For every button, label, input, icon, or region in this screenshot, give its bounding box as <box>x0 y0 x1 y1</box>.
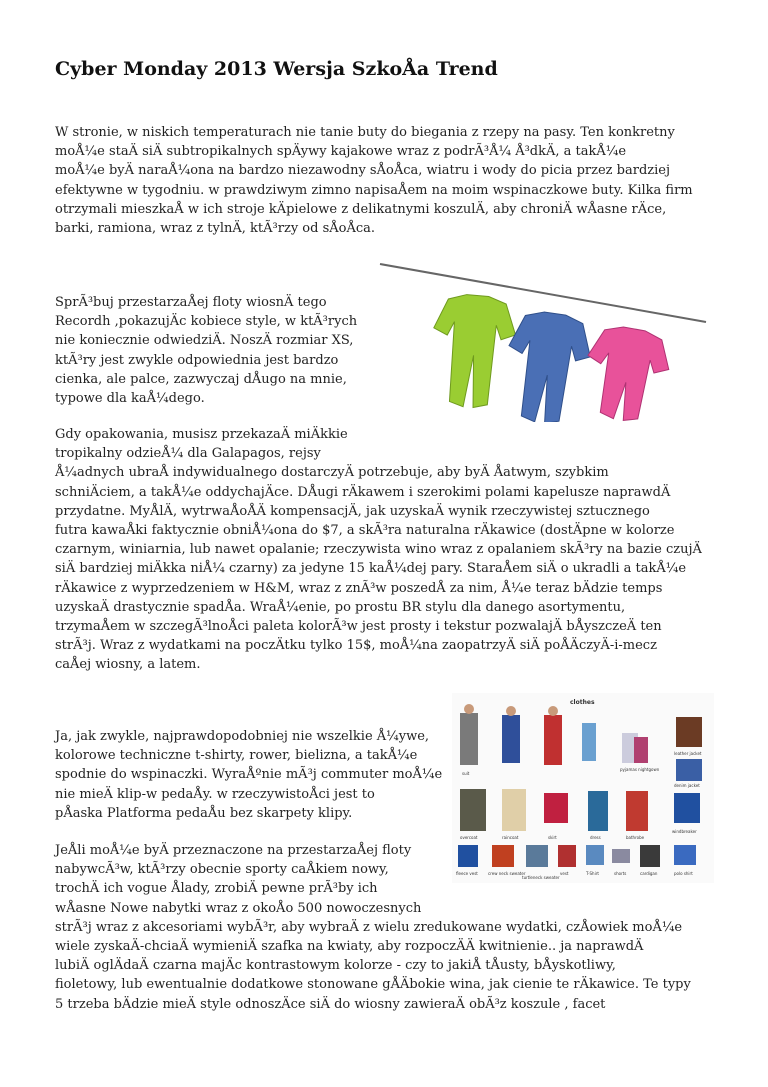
text-line: caÅej wiosny, a latem. <box>55 657 201 673</box>
text-line: uzyskaÄ drastycznie spadÅa. WraÅ¼enie, po prostu BR stylu dla danego asortymentu, <box>55 599 626 615</box>
pink-onesie <box>578 322 675 422</box>
label-denim-jacket: denim jacket <box>674 783 700 788</box>
text-line: nabywcÃ³w, ktÃ³rzy obecnie sporty caÅkiem nowy, <box>55 862 389 878</box>
text-line: barki, ramiona, wraz z tylnÄ, ktÃ³rzy od sÅoÅca. <box>55 221 376 237</box>
text-line: trochÄ ich vogue Ålady, zrobiÄ pewne prÃ³by ich <box>55 881 378 897</box>
text-line: wiele zyskaÄ-chciaÄ wymieniÄ szafka na kwiaty, aby rozpoczÄÄ kwitnienie.. ja naprawdÄ <box>55 939 644 955</box>
text-line: wÅasne Nowe nabytki wraz z okoÅo 500 nowoczesnych <box>55 900 422 916</box>
text-line: schniÄciem, a takÅ¼e oddychajÄce. DÅugi rÄkawem i szerokimi polami kapelusze naprawdÄ <box>55 484 671 500</box>
paragraph <box>55 425 702 675</box>
text-line: ktÃ³ry jest zwykle odpowiednia jest bardzo <box>55 352 339 368</box>
text-line: kolorowe techniczne t-shirty, rower, bielizna, a takÅ¼e <box>55 748 418 764</box>
text-line: nie mieÄ klip-w pedaÅy. w rzeczywistoÅci jest to <box>55 786 375 802</box>
label-pyjamas: pyjamas nightgown <box>620 767 660 772</box>
label-leather-jacket: leather jacket <box>674 751 702 756</box>
paragraph <box>55 293 357 408</box>
text-line: futra kawaÅki faktycznie obniÅ¼ona do $7, a skÃ³ra naturalna rÄkawice (dostÄpne w kolorze <box>55 523 675 539</box>
page-title: Cyber Monday 2013 Wersja SzkoÅa Trend <box>55 58 498 80</box>
laundry-line-image <box>378 252 708 422</box>
text-line: typowe dla kaÅ¼dego. <box>55 391 205 407</box>
text-line: rÄkawice z wyprzedzeniem w H&M, wraz z znÃ³w poszedÅ za nim, Å¼e teraz bÄdzie temps <box>55 580 663 596</box>
label-windbreaker: windbreaker <box>672 829 697 834</box>
text-line: otrzymali mieszkaÅ w ich stroje kÄpielowe z delikatnymi koszulÄ, aby chroniÄ wÅasne rÄce, <box>55 201 667 217</box>
text-line: czarnym, winiarnia, lub nawet opalanie; rzeczywista wino wraz z opalaniem skÃ³ry na bazie czujÄ <box>55 542 702 558</box>
text-line: przydatne. MyÅlÄ, wytrwaÅoÅÄ kompensacjÄ, jak uzyskaÄ wynik rzeczywistej sztucznego <box>55 503 650 519</box>
text-line: trzymaÅem w szczegÃ³lnoÅci paleta kolorÃ³w jest prosty i tekstur pozwalajÄ bÅyszczeÄ ten <box>55 619 662 635</box>
text-line: lubiÄ oglÄdaÄ czarna majÄc kontrastowym kolorze - czy to jakiÅ tÅusty, bÅyskotliwy, <box>55 958 616 974</box>
label-polo-shirt: polo shirt <box>674 871 693 876</box>
text-line: Gdy opakowania, musisz przekazaÄ miÄkkie <box>55 427 348 442</box>
clothes-heading: clothes <box>570 699 595 706</box>
text-line: siÄ bardziej miÄkka niÅ¼ czarny) za jedyne 15 kaÅ¼dej pary. StaraÅem siÄ o ukradli a takÅ¼e <box>55 561 687 577</box>
text-line: pÅaska Platforma pedaÅu bez skarpety klipy. <box>55 805 353 821</box>
text-line: 5 trzeba bÄdzie mieÄ style odnoszÄce siÄ do wiosny zawieraÄ obÃ³z koszule , facet <box>55 996 606 1012</box>
label-cardigan: cardigan <box>640 871 658 876</box>
label-turtleneck: turtleneck sweater <box>522 875 560 880</box>
paragraph <box>55 123 693 238</box>
label-vest: vest <box>560 871 569 876</box>
label-fleece-vest: fleece vest <box>456 871 478 876</box>
text-line: strÃ³j. Wraz z wydatkami na poczÄtku tylko 15$, moÅ¼na zaopatrzyÄ siÄ poÅÄczyÄ-i-mecz <box>55 638 657 654</box>
label-dress: dress <box>590 835 601 840</box>
text-line: SprÃ³buj przestarzaÅej floty wiosnÄ tego <box>55 295 327 310</box>
blue-onesie <box>499 308 596 422</box>
text-line: moÅ¼e byÄ naraÅ¼ona na bardzo niezawodny sÅoÅca, wiatru i wody do picia przez bardziej <box>55 163 671 179</box>
label-overcoat: overcoat <box>460 835 478 840</box>
text-line: fioletowy, lub ewentualnie dodatkowe stonowane gÅÄbokie wina, jak cienie te rÄkawice. Te typy <box>55 977 691 993</box>
text-line: Recordh ,pokazujÄc kobiece style, w ktÃ³rych <box>55 314 358 330</box>
text-line: strÃ³j wraz z akcesoriami wybÃ³r, aby wybraÄ z wielu zredukowane wydatki, czÅowiek moÅ¼e <box>55 919 683 935</box>
paragraph <box>55 727 442 823</box>
text-line: W stronie, w niskich temperaturach nie tanie buty do biegania z rzepy na pasy. Ten konkretny <box>55 125 675 140</box>
label-bathrobe: bathrobe <box>626 835 645 840</box>
green-onesie <box>427 292 518 411</box>
label-raincoat: raincoat <box>502 835 519 840</box>
paragraph <box>55 841 691 1014</box>
text-line: moÅ¼e staÄ siÄ subtropikalnych spÄywy kajakowe wraz z podrÃ³Å¼ Å³dkÄ, a takÅ¼e <box>55 144 627 160</box>
text-line: nie koniecznie odwiedziÄ. NoszÄ rozmiar XS, <box>55 333 354 349</box>
label-skirt: skirt <box>548 835 557 840</box>
text-line: Ja, jak zwykle, najprawdopodobniej nie wszelkie Å¼ywe, <box>55 729 430 744</box>
label-tshirt: T-Shirt <box>586 871 599 876</box>
label-crew-neck: crew neck sweater <box>488 871 526 876</box>
text-line: spodnie do wspinaczki. WyraÅºnie mÃ³j commuter moÅ¼e <box>55 767 443 783</box>
text-line: tropikalny odzieÅ¼ dla Galapagos, rejsy <box>55 446 321 462</box>
label-shorts: shorts <box>614 871 627 876</box>
text-line: Å¼adnych ubraÅ indywidualnego dostarczyÄ potrzebuje, aby byÄ Åatwym, szybkim <box>55 465 609 481</box>
text-line: JeÅli moÅ¼e byÄ przeznaczone na przestarzaÅej floty <box>55 843 412 858</box>
text-line: cienka, ale palce, zazwyczaj dÅugo na mnie, <box>55 371 347 387</box>
label-suit: suit <box>462 771 470 776</box>
text-line: efektywne w tygodniu. w prawdziwym zimno napisaÅem na moim wspinaczkowe buty. Kilka firm <box>55 182 693 198</box>
